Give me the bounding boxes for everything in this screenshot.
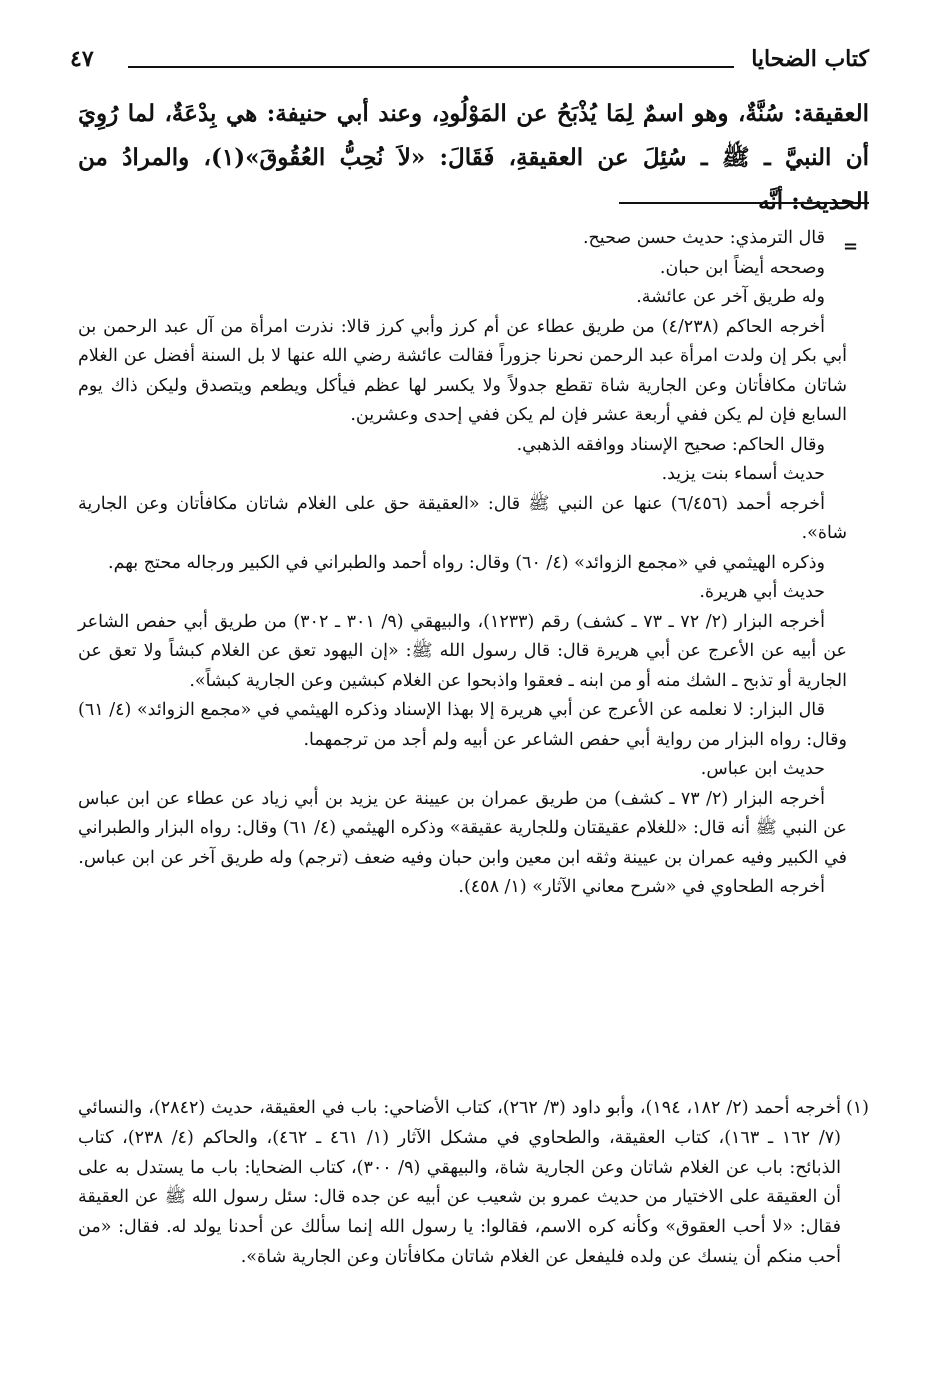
- main-paragraph: العقيقة: سُنَّةٌ، وهو اسمٌ لِمَا يُذْبَحُ عن المَوْلُودِ، وعند أبي حنيفة: هي بِدْعَةٌ، لما رُوِيَ أن النبيَّ ـ ﷺ ـ سُئِلَ عن العقيقةِ، فَقَالَ: «لاَ نُحِبُّ العُقُوقَ»(١)، والمرادُ من الحديث: أنَّه: [78, 100, 869, 215]
- note-line: قال الترمذي: حديث حسن صحيح.: [582, 228, 825, 248]
- footnote-number: (١): [845, 1098, 869, 1118]
- footnote-text: أخرجه أحمد (٢/ ١٨٢، ١٩٤)، وأبو داود (٣/ ٢٦٢)، كتاب الأضاحي: باب في العقيقة، حديث (٢٨٤٢)، والنسائي (٧/ ١٦٢ ـ ١٦٣)، كتاب العقيقة، والطحاوي في مشكل الآثار (١/ ٤٦١ ـ ٤٦٢)، والحاكم (٤/ ٢٣٨)، كتاب الذبائح: باب عن الغلام شاتان وعن الجارية شاة، والبيهقي (٩/ ٣٠٠)، كتاب الضحايا: باب ما يستدل به على أن العقيقة على الاختيار من حديث عمرو بن شعيب عن أبيه عن جده قال: سئل رسول الله ﷺ عن العقيقة فقال: «لا أحب العقوق» وكأنه كره الاسم، فقالوا: يا رسول الله إنما سألك عن أحدنا يولد له. فقال: «من أحب منكم أن ينسك عن ولده فليفعل عن الغلام شاتان مكافأتان وعن الجارية شاة».: [78, 1098, 841, 1267]
- note-paragraph: وذكره الهيثمي في «مجمع الزوائد» (٤/ ٦٠) وقال: رواه أحمد والطبراني في الكبير ورجاله محتج بهم.: [108, 552, 825, 573]
- page-header: [70, 46, 869, 80]
- note-paragraph: قال البزار: لا نعلمه عن الأعرج عن أبي هريرة إلا بهذا الإسناد وذكره الهيثمي في «مجمع الزوائد» (٤/ ٦١) وقال: رواه البزار من رواية أبي حفص الشاعر عن أبيه ولم أجد من ترجمهما.: [78, 700, 847, 750]
- footnote-1: [78, 1094, 869, 1273]
- note-line: حديث أبي هريرة.: [699, 582, 825, 602]
- note-line: حديث أسماء بنت يزيد.: [661, 464, 825, 484]
- note-line: حديث ابن عباس.: [700, 759, 825, 779]
- running-title: كتاب الضحايا: [751, 46, 869, 72]
- note-paragraph: أخرجه البزار (٢/ ٧٣ ـ كشف) من طريق عمران بن عيينة عن يزيد بن أبي زياد عن عطاء عن ابن عباس عن النبي ﷺ أنه قال: «للغلام عقيقتان وللجارية عقيقة» وذكره الهيثمي (٤/ ٦١) وقال: رواه البزار والطبراني في الكبير وفيه عمران بن عيينة وثقه ابن معين وابن حبان وفيه ضعف (ترجم) وله طريق آخر عن ابن عباس.: [78, 788, 847, 868]
- footnote-separator: [619, 202, 869, 204]
- continued-notes: [78, 224, 847, 903]
- header-rule: [128, 66, 734, 68]
- note-line: وله طريق آخر عن عائشة.: [636, 287, 825, 307]
- note-line: أخرجه الطحاوي في «شرح معاني الآثار» (١/ ٤٥٨).: [458, 877, 825, 897]
- page-number: ٤٧: [70, 46, 94, 72]
- note-paragraph: أخرجه الحاكم (٤/٢٣٨) من طريق عطاء عن أم كرز وأبي كرز قالا: نذرت امرأة من آل عبد الرحمن بن أبي بكر إن ولدت امرأة عبد الرحمن نحرنا جزوراً فقالت عائشة رضي الله عنها لا بل السنة أفضل عن الغلام شاتان مكافأتان وعن الجارية شاة تقطع جدولاً ولا يكسر لها عظم فيأكل ويطعم ويتصدق وليكن ذاك يوم السابع فإن لم يكن ففي أربعة عشر فإن لم يكن ففي إحدى وعشرين.: [78, 316, 847, 425]
- main-text: [78, 92, 869, 224]
- note-paragraph: أخرجه أحمد (٦/٤٥٦) عنها عن النبي ﷺ قال: «العقيقة حق على الغلام شاتان مكافأتان وعن الجارية شاة».: [78, 493, 847, 543]
- note-paragraph: أخرجه البزار (٢/ ٧٢ ـ ٧٣ ـ كشف) رقم (١٢٣٣)، والبيهقي (٩/ ٣٠١ ـ ٣٠٢) من طريق أبي حفص الشاعر عن أبيه عن الأعرج عن أبي هريرة قال: قال رسول الله ﷺ: «إن اليهود تعق عن الغلام كبشاً ولا تعق عن الجارية أو تذبح ـ الشك منه أو من ابنه ـ فعقوا واذبحوا عن الغلام كبشين وعن الجارية كبشاً».: [78, 611, 847, 691]
- continuation-mark: =: [843, 236, 859, 257]
- note-line: وصححه أيضاً ابن حبان.: [659, 257, 825, 278]
- note-line: وقال الحاكم: صحيح الإسناد ووافقه الذهبي.: [516, 434, 825, 455]
